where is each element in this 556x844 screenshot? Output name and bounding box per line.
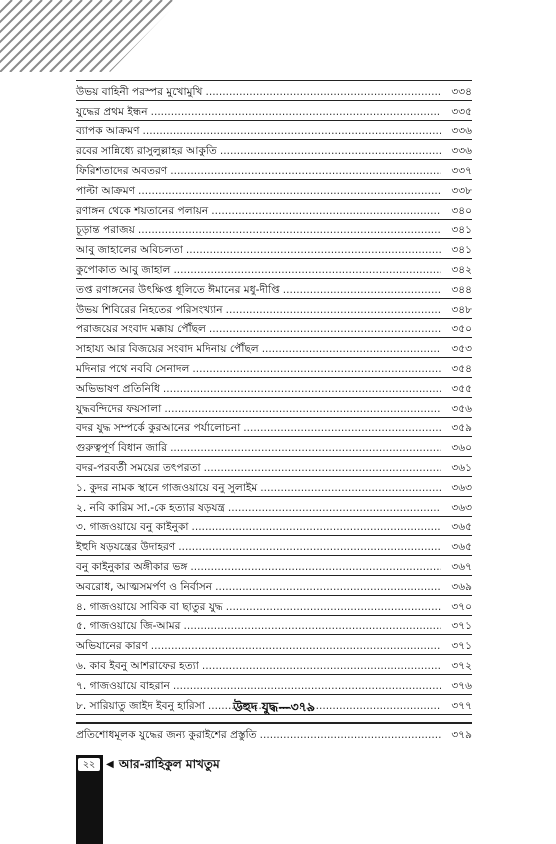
arrow-left-icon: ◀ (106, 759, 114, 770)
toc-entry-page: ৩৪১ (451, 244, 472, 257)
toc-entry-title: বদর-পরবর্তী সময়ের তৎপরতা (76, 461, 201, 474)
toc-entry-title: উভয় শিবিরের নিহতের পরিসংখ্যান (76, 303, 223, 316)
toc-entry (76, 615, 472, 635)
toc-entry (76, 100, 472, 120)
toc-entry-title: অভিযানের কারণ (76, 640, 148, 653)
toc-entry-page: ৩৬৫ (451, 541, 472, 554)
dot-leader (260, 482, 441, 494)
toc-entry (76, 238, 472, 258)
toc-entry (76, 298, 472, 318)
toc-entry-page: ৩৩৭ (451, 164, 472, 177)
toc-entry-page: ৩৭৬ (451, 679, 472, 692)
toc-entry-title: ৭. গাজওয়ায়ে বাহরান (76, 679, 170, 692)
dot-leader (209, 323, 441, 335)
toc-entry-page: ৩৪৮ (451, 303, 472, 316)
toc-entry-page: ৩৩৬ (451, 145, 472, 158)
toc-entry-page: ৩৬৭ (451, 560, 472, 573)
toc-entry (76, 278, 472, 298)
toc-entry-title: ২. নবি কারিম সা.-কে হত্যার ষড়যন্ত্র (76, 501, 225, 514)
toc-entry (76, 654, 472, 674)
toc-entry-title: যুদ্ধবন্দিদের ফয়সালা (76, 402, 162, 415)
dot-leader (226, 601, 441, 613)
toc-entry-page: ৩৩৮ (451, 184, 472, 197)
toc-entry-title: ৬. কাব ইবনু আশরাফের হত্যা (76, 659, 199, 672)
toc-entry (76, 377, 472, 397)
dot-leader (190, 561, 441, 573)
page-number: ২২ (78, 758, 100, 771)
dot-leader (173, 680, 441, 692)
toc-entry (76, 199, 472, 219)
dot-leader (226, 304, 441, 316)
toc-entry (76, 80, 472, 100)
dot-leader (215, 581, 441, 593)
toc-entry (76, 516, 472, 536)
toc-entry-page: ৩৫০ (451, 323, 472, 336)
dot-leader (164, 403, 441, 415)
toc-entry (76, 674, 472, 694)
toc-entry-title: চূড়ান্ত পরাজয় (76, 224, 135, 237)
toc-entry-page: ৩৪১ (451, 224, 472, 237)
toc-entry-title: মদিনার পথে নববি সেনাদল (76, 362, 190, 375)
dot-leader (211, 205, 441, 217)
toc-entry (76, 476, 472, 496)
dot-leader (191, 521, 441, 533)
dot-leader (220, 145, 441, 157)
dot-leader (183, 620, 441, 632)
dot-leader (260, 729, 441, 741)
toc-entry (76, 337, 472, 357)
toc-entry-page: ৩৪০ (451, 204, 472, 217)
toc-entry-page: ৩৫৪ (451, 362, 472, 375)
dot-leader (178, 541, 441, 553)
dot-leader (151, 640, 441, 652)
toc-entry (76, 357, 472, 377)
toc-entry-page: ৩৭০ (451, 600, 472, 613)
dot-leader (170, 165, 441, 177)
toc-entry (76, 496, 472, 516)
toc-entry-title: গুরুত্বপূর্ণ বিধান জারি (76, 442, 168, 455)
dot-leader (205, 86, 441, 98)
toc-entry (76, 159, 472, 179)
dot-leader (192, 363, 441, 375)
toc-entry (76, 139, 472, 159)
toc-entry-page: ৩৫৬ (451, 402, 472, 415)
toc-entry-title: উভয় বাহিনী পরস্পর মুখোমুখি (76, 85, 203, 98)
dot-leader (163, 383, 441, 395)
toc-entry (76, 575, 472, 595)
toc-entry (76, 723, 472, 743)
toc-entry (76, 535, 472, 555)
dot-leader (170, 442, 441, 454)
toc-entry-page: ৩৫৯ (451, 422, 472, 435)
toc-entry-title: ৫. গাজওয়ায়ে জি-আমর (76, 620, 181, 633)
toc-entry-title: যুদ্ধের প্রথম ইন্ধন (76, 105, 148, 118)
toc-entry-title: কুপোকাত আবু জাহাল (76, 263, 171, 276)
toc-entry-title: ১. কুদর নামক স্থানে গাজওয়ায়ে বনু সুলাইম (76, 481, 258, 494)
toc-entry-page: ৩৬১ (451, 461, 472, 474)
toc-entry-page: ৩৭২ (451, 659, 472, 672)
toc-entry (76, 397, 472, 417)
toc-entry-title: প্রতিশোধমূলক যুদ্ধের জন্য কুরাইশের প্রস্তুতি (76, 728, 257, 741)
toc-entry-page: ৩৩৫ (451, 105, 472, 118)
toc-entry-title: ৪. গাজওয়ায়ে সাবিক বা ছাতুর যুদ্ধ (76, 600, 223, 613)
dot-leader (262, 343, 441, 355)
toc-entry-title: বনু কাইনুকার অঙ্গীকার ভঙ্গ (76, 560, 188, 573)
toc-entry-title: ব্যাপক আক্রমণ (76, 125, 140, 138)
toc-entry (76, 417, 472, 437)
toc-entry-title: তপ্ত রণাঙ্গনের উৎক্ষিপ্ত ধূলিতে ঈমানের মধু-দীপ্তি (76, 283, 280, 296)
toc-entry-page: ৩৩৪ (451, 85, 472, 98)
toc-entry-title: বদর যুদ্ধ সম্পর্কে কুরআনের পর্যালোচনা (76, 422, 241, 435)
toc-entry (76, 120, 472, 140)
toc-entry-title: পাল্টা আক্রমণ (76, 184, 135, 197)
toc-entry-page: ৩৬৫ (451, 521, 472, 534)
toc-entry (76, 595, 472, 615)
toc-entry-page: ৩৬৯ (451, 580, 472, 593)
toc-entry-title: সাহায্য আর বিজয়ের সংবাদ মদিনায় পৌঁছল (76, 343, 259, 356)
toc-entry (76, 179, 472, 199)
dot-leader (186, 244, 441, 256)
table-of-contents (76, 80, 472, 715)
dot-leader (243, 422, 441, 434)
toc-entry-title: ফিরিশতাদের অবতরণ (76, 164, 168, 177)
toc-entry-title: ইহুদি ষড়যন্ত্রের উদাহরণ (76, 541, 176, 554)
section-entries (76, 722, 472, 743)
toc-entry-title: ৩. গাজওয়ায়ে বনু কাইনুকা (76, 521, 189, 534)
dot-leader (151, 106, 441, 118)
section-heading: উহুদ যুদ্ধ—৩৭৯ (233, 699, 315, 714)
toc-entry (76, 555, 472, 575)
dot-leader (228, 502, 441, 514)
toc-entry-page: ৩৭৭ (451, 699, 472, 712)
toc-entry-title: অভিভাষণ প্রতিনিধি (76, 382, 160, 395)
toc-entry-title: ৮. সারিয়াতু জাইদ ইবনু হারিসা (76, 699, 205, 712)
toc-entry (76, 219, 472, 239)
corner-hatch-decoration (0, 0, 180, 72)
toc-entry-page: ৩৩৬ (451, 125, 472, 138)
toc-entry-page: ৩৬৩ (451, 501, 472, 514)
toc-entry-title: রণাঙ্গন থেকে শয়তানের পলায়ন (76, 204, 209, 217)
dot-leader (138, 185, 441, 197)
toc-entry-title: রবের সান্নিধ্যে রাসুলুল্লাহর আকুতি (76, 145, 217, 158)
running-title: আর-রাহিকুল মাখতুম (119, 757, 220, 771)
toc-entry-page: ৩৫৩ (451, 343, 472, 356)
toc-entry-page: ৩৭৯ (451, 728, 472, 741)
toc-entry (76, 258, 472, 278)
toc-entry-page: ৩৭১ (451, 640, 472, 653)
toc-entry-page: ৩৬০ (451, 442, 472, 455)
toc-entry-page: ৩৭১ (451, 620, 472, 633)
toc-entry-title: পরাজয়ের সংবাদ মক্কায় পৌঁছল (76, 323, 206, 336)
toc-entry-page: ৩৪২ (451, 263, 472, 276)
dot-leader (283, 284, 441, 296)
dot-leader (202, 660, 441, 672)
dot-leader (143, 125, 441, 137)
toc-entry (76, 318, 472, 338)
toc-entry (76, 634, 472, 654)
toc-entry (76, 436, 472, 456)
toc-entry-title: আবু জাহালের অবিচলতা (76, 244, 183, 257)
dot-leader (204, 462, 441, 474)
toc-entry-title: অবরোধ, আত্মসমর্পণ ও নির্বাসন (76, 580, 213, 593)
toc-entry (76, 456, 472, 476)
dot-leader (173, 264, 441, 276)
toc-entry-page: ৩৫৫ (451, 382, 472, 395)
toc-entry-page: ৩৪৪ (451, 283, 472, 296)
toc-entry-page: ৩৬৩ (451, 481, 472, 494)
dot-leader (138, 224, 441, 236)
